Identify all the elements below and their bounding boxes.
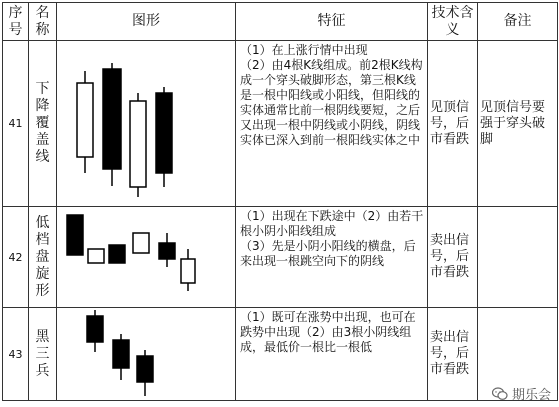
bearish-candle (137, 356, 153, 382)
row-index: 42 (3, 207, 29, 308)
header-figure: 图形 (57, 3, 236, 41)
pattern-name: 下降覆盖线 (29, 41, 57, 207)
bullish-candle (88, 249, 104, 263)
bearish-candle (113, 340, 129, 368)
pattern-figure (57, 308, 236, 401)
pattern-feature: （1）既可在涨势中出现，也可在跌势中出现（2）由3根小阴线组成，最低价一根比一根低 (236, 308, 428, 401)
bearish-candle (67, 215, 83, 255)
technical-meaning: 卖出信号，后市看跌 (428, 308, 478, 401)
bearish-candle (156, 93, 172, 173)
bullish-candle (130, 101, 146, 187)
pattern-note (478, 207, 558, 308)
header-note: 备注 (478, 3, 558, 41)
watermark (492, 384, 551, 403)
bearish-candle (103, 69, 121, 169)
table-row (3, 207, 558, 308)
table-row (3, 41, 558, 207)
header-feature: 特征 (236, 3, 428, 41)
bearish-candle (109, 245, 125, 263)
pattern-figure (57, 207, 236, 308)
header-row (3, 3, 558, 41)
bearish-candle (159, 243, 175, 259)
candlestick-pattern-table (2, 2, 558, 401)
pattern-feature: （1）在上涨行情中出现 （2）由4根K线组成。前2根K线构成一个穿头破脚形态，第三根K线是一根中阳线或小阳线，但阳线的实体通常比前一根阴线要短，之后又出现一根中阴线或小阴线，阴线实体已深入到前一根阳线实体之中 (236, 41, 428, 207)
pattern-name: 黑三兵 (29, 308, 57, 401)
row-index: 41 (3, 41, 29, 207)
header-index: 序号 (3, 3, 29, 41)
pattern-name: 低档盘旋形 (29, 207, 57, 308)
watermark-text: 期乐会 (511, 388, 551, 403)
row-index: 43 (3, 308, 29, 401)
candlestick-figure-falling-cover (57, 41, 235, 206)
pattern-note: 见顶信号要强于穿头破脚 (478, 41, 558, 207)
table-row (3, 308, 558, 401)
pattern-figure (57, 41, 236, 207)
technical-meaning: 卖出信号，后市看跌 (428, 207, 478, 308)
technical-meaning: 见顶信号，后市看跌 (428, 41, 478, 207)
candlestick-figure-low-consolidation (57, 207, 235, 307)
candlestick-figure-three-black-crows (57, 308, 235, 400)
gap-down-candle (181, 259, 195, 283)
header-name: 名称 (29, 3, 57, 41)
bullish-candle (77, 83, 93, 157)
bearish-candle (87, 316, 103, 342)
bullish-candle (133, 233, 149, 253)
header-meaning: 技术含义 (428, 3, 478, 41)
pattern-feature: （1）出现在下跌途中（2）由若干根小阴小阳线组成 （3）先是小阴小阳线的横盘，后来出现一根跳空向下的阴线 (236, 207, 428, 308)
wechat-icon (492, 387, 508, 401)
